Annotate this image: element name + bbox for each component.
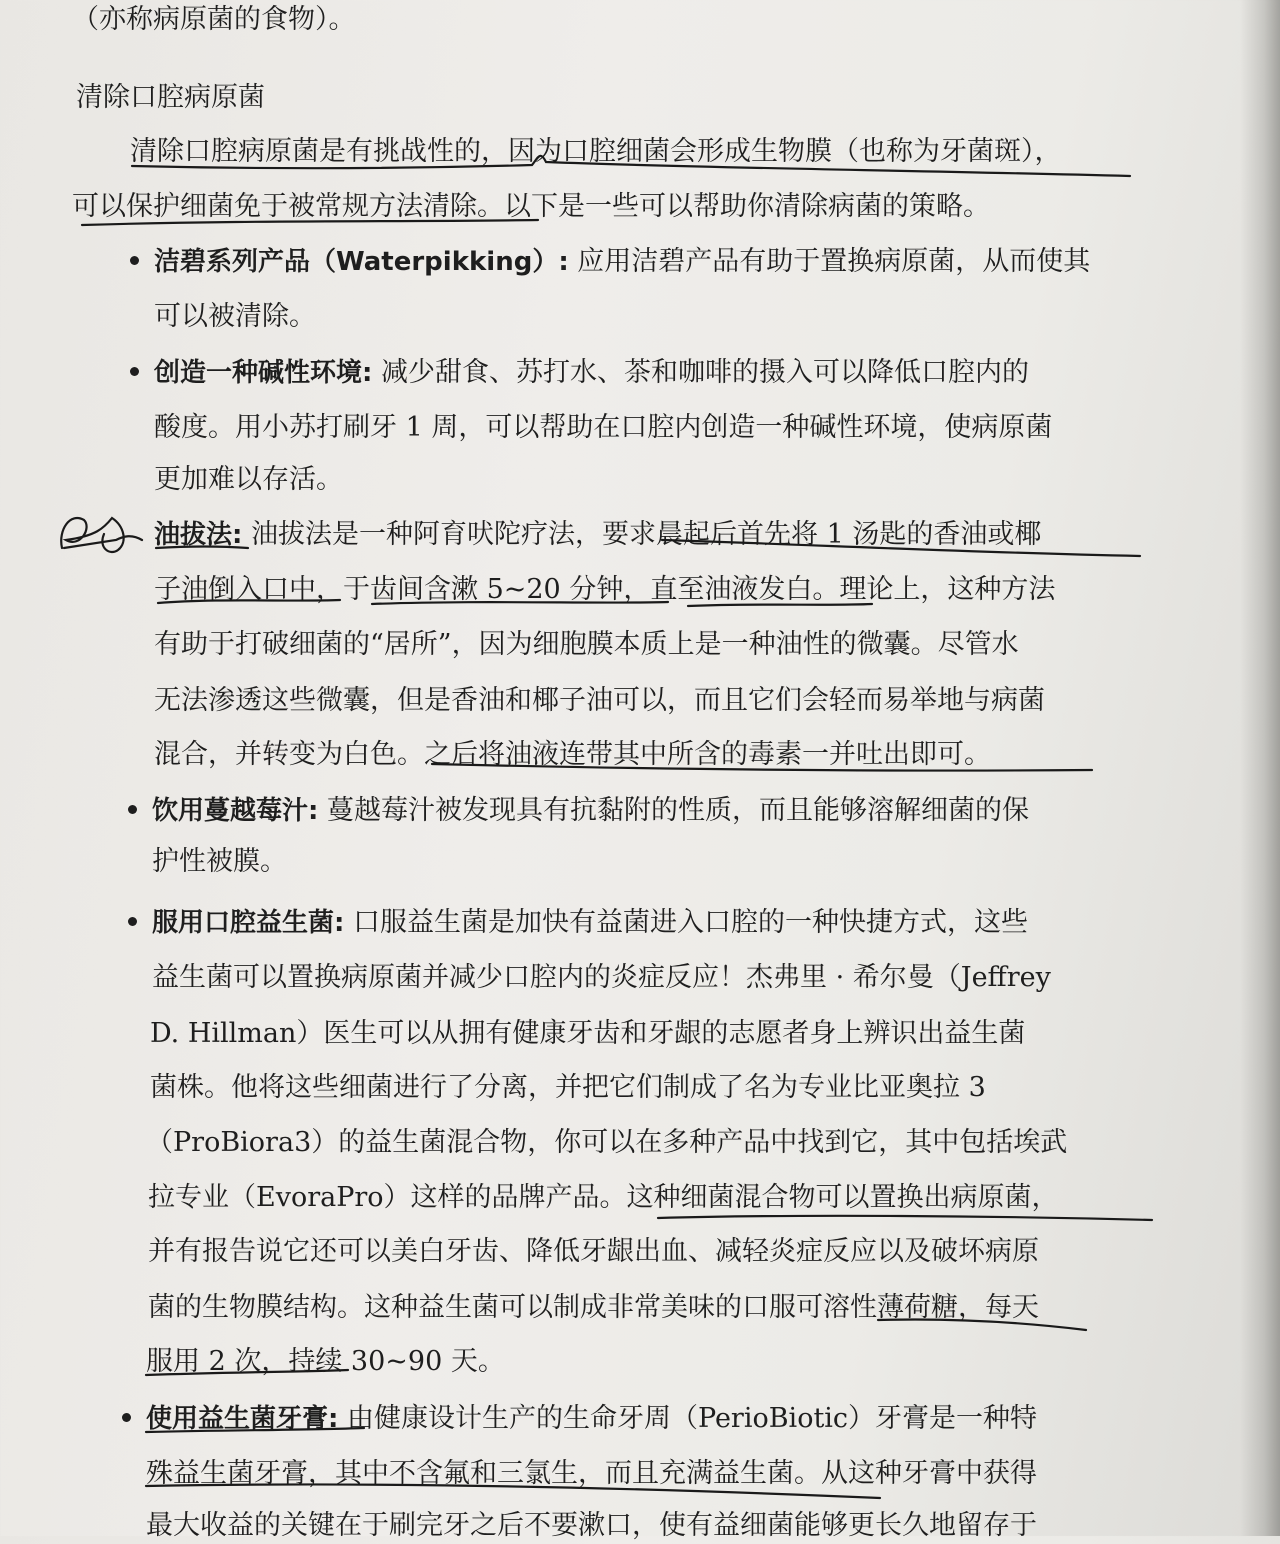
paragraph-line: 清除口腔病原菌是有挑战性的，因为口腔细菌会形成生物膜（也称为牙菌斑）， xyxy=(130,136,1062,167)
text-line: 护性被膜。 xyxy=(152,846,287,877)
list-item-body: 蔓越莓汁被发现具有抗黏附的性质，而且能够溶解细菌的保 xyxy=(318,795,1029,826)
list-item-body: 减少甜食、苏打水、茶和咖啡的摄入可以降低口腔内的 xyxy=(372,357,1029,388)
bullet-dot xyxy=(122,1413,131,1422)
text-line: 更加难以存活。 xyxy=(154,464,343,495)
page-edge-shadow xyxy=(1240,0,1280,1536)
section-heading: 清除口腔病原菌 xyxy=(76,82,265,113)
text-line: 混合，并转变为白色。之后将油液连带其中所含的毒素一并吐出即可。 xyxy=(154,739,991,770)
list-item-waterpik xyxy=(154,244,1090,280)
text-line: （亦称病原菌的食物）。 xyxy=(72,4,356,35)
text-line: 无法渗透这些微囊，但是香油和椰子油可以，而且它们会轻而易举地与病菌 xyxy=(154,685,1045,716)
list-item-body: 由健康设计生产的生命牙周（PerioBiotic）牙膏是一种特 xyxy=(338,1403,1038,1434)
paragraph-line: 可以保护细菌免于被常规方法清除。以下是一些可以帮助你清除病菌的策略。 xyxy=(72,191,990,222)
text-line: 并有报告说它还可以美白牙齿、降低牙龈出血、减轻炎症反应以及破坏病原 xyxy=(148,1236,1039,1267)
text-line: 最大收益的关键在于刷完牙之后不要漱口，使有益细菌能够更长久地留存于 xyxy=(146,1510,1037,1541)
list-item-title: 饮用蔓越莓汁: xyxy=(152,796,319,826)
bullet-dot xyxy=(128,805,137,814)
list-item-body: 口服益生菌是加快有益菌进入口腔的一种快捷方式，这些 xyxy=(344,907,1028,938)
list-item-title: 洁碧系列产品（Waterpikking）: xyxy=(154,247,569,277)
text-line: （ProBiora3）的益生菌混合物，你可以在多种产品中找到它，其中包括埃武 xyxy=(146,1127,1068,1158)
list-item-oral-probiotics xyxy=(152,905,1028,941)
text-line: 益生菌可以置换病原菌并减少口腔内的炎症反应！杰弗里 · 希尔曼（Jeffrey xyxy=(152,962,1051,993)
text-line: 菌株。他将这些细菌进行了分离，并把它们制成了名为专业比亚奥拉 3 xyxy=(150,1072,986,1103)
text-line: 有助于打破细菌的“居所”，因为细胞膜本质上是一种油性的微囊。尽管水 xyxy=(154,629,1019,660)
list-item-title: 服用口腔益生菌: xyxy=(152,908,345,938)
text-line: 酸度。用小苏打刷牙 1 周，可以帮助在口腔内创造一种碱性环境，使病原菌 xyxy=(154,412,1053,443)
doodle-mark xyxy=(61,518,142,552)
list-item-cranberry xyxy=(152,793,1029,829)
list-item-alkaline xyxy=(154,355,1029,391)
bullet-dot xyxy=(128,917,137,926)
text-line: 服用 2 次，持续 30~90 天。 xyxy=(146,1346,505,1377)
bullet-dot xyxy=(130,256,139,265)
text-line: 子油倒入口中，于齿间含漱 5~20 分钟，直至油液发白。理论上，这种方法 xyxy=(154,574,1056,605)
list-item-probiotic-toothpaste xyxy=(146,1401,1037,1437)
text-line: 菌的生物膜结构。这种益生菌可以制成非常美味的口服可溶性薄荷糖，每天 xyxy=(148,1292,1039,1323)
list-item-body: 应用洁碧产品有助于置换病原菌，从而使其 xyxy=(568,246,1091,277)
text-line: 殊益生菌牙膏，其中不含氟和三氯生，而且充满益生菌。从这种牙膏中获得 xyxy=(146,1458,1037,1489)
text-line: D. Hillman）医生可以从拥有健康牙齿和牙龈的志愿者身上辨识出益生菌 xyxy=(150,1018,1026,1049)
text-line: 拉专业（EvoraPro）这样的品牌产品。这种细菌混合物可以置换出病原菌， xyxy=(148,1182,1059,1213)
list-item-title: 使用益生菌牙膏: xyxy=(146,1404,339,1434)
list-item-title: 油拔法: xyxy=(154,520,243,550)
text-line: 可以被清除。 xyxy=(154,301,316,332)
list-item-body: 油拔法是一种阿育吠陀疗法，要求晨起后首先将 1 汤匙的香油或椰 xyxy=(242,519,1042,550)
list-item-oil-pulling xyxy=(154,517,1041,553)
underline-mark xyxy=(658,1216,1152,1220)
bullet-dot xyxy=(130,367,139,376)
list-item-title: 创造一种碱性环境: xyxy=(154,358,373,388)
